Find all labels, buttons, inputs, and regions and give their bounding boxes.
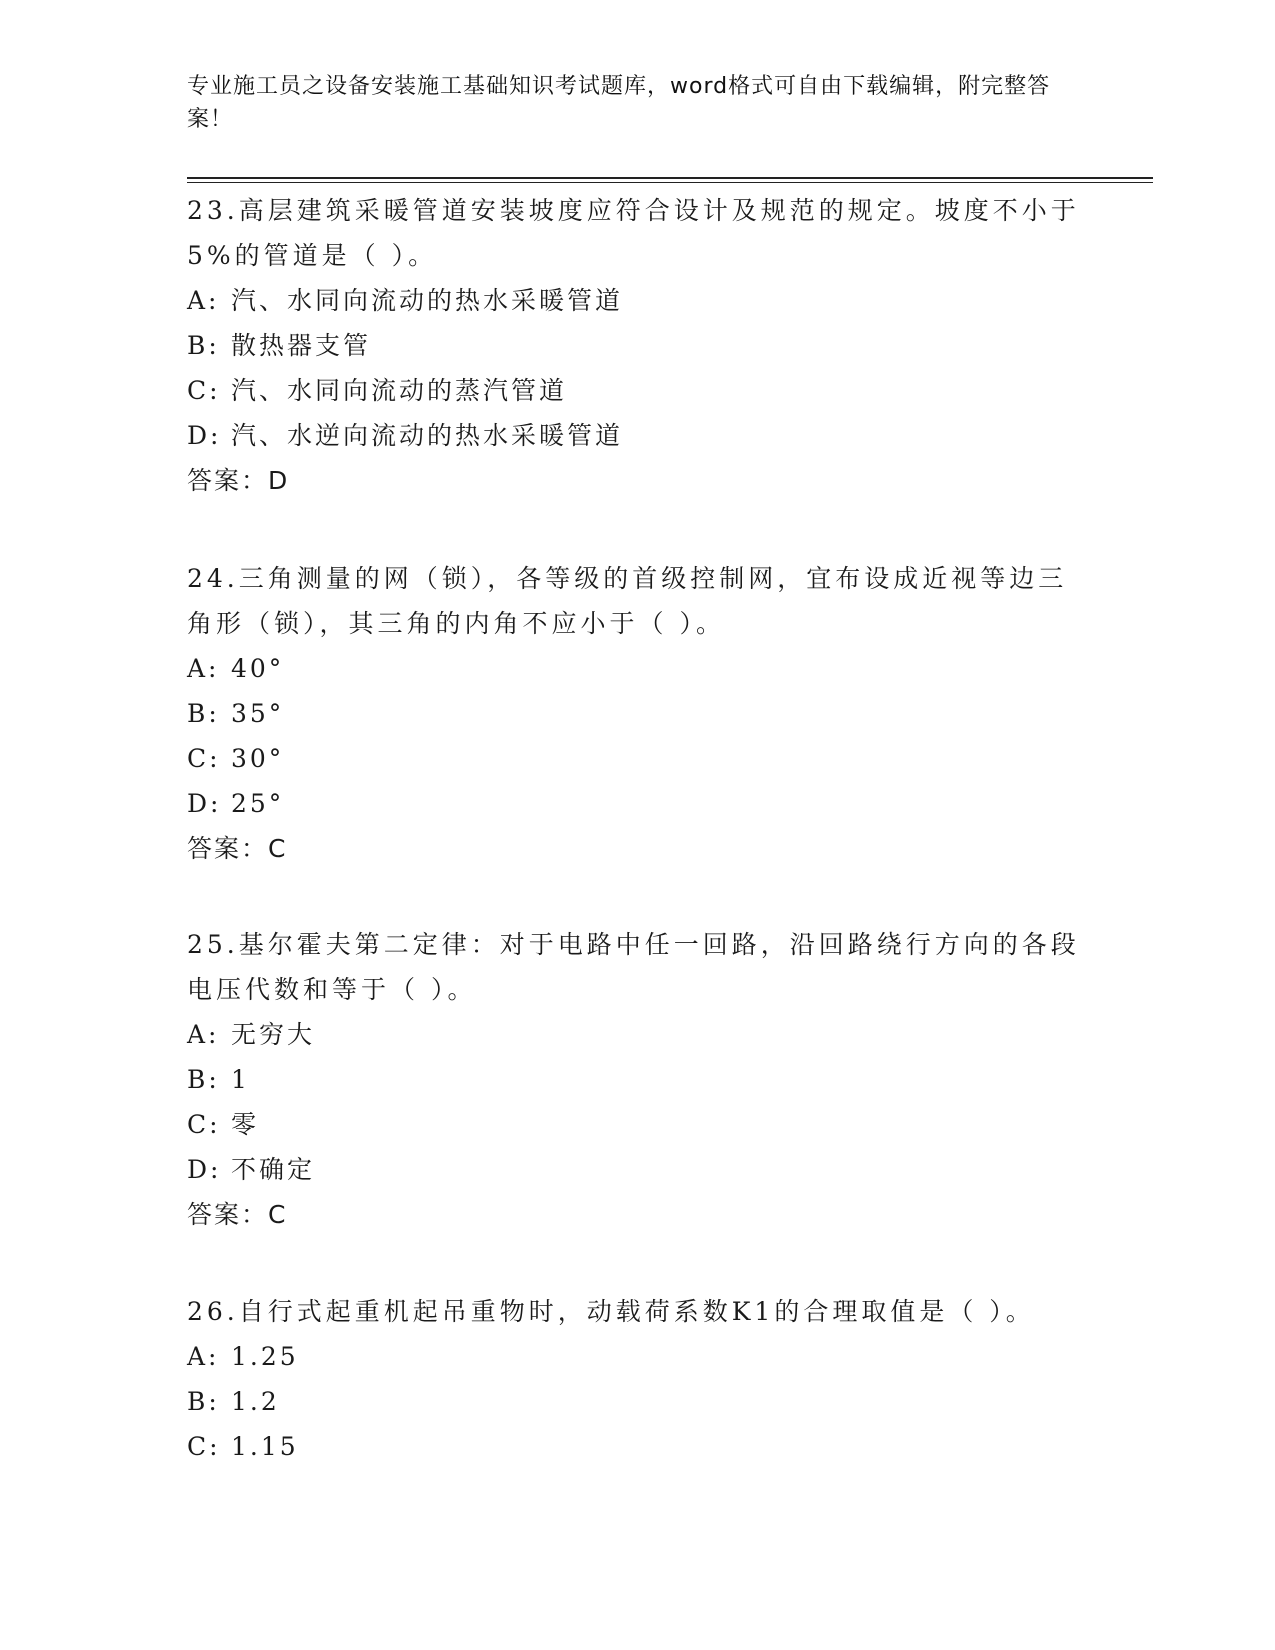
option-b (187, 323, 1087, 368)
option-text: 1.2 (231, 1387, 280, 1416)
option-b (187, 1379, 1087, 1424)
option-key: A: (187, 286, 220, 315)
question-text: 24.三角测量的网（锁），各等级的首级控制网，宜布设成近视等边三角形（锁），其三角的内角不应小于（ ）。 (187, 564, 1068, 638)
option-d (187, 413, 1087, 458)
answer-line: 答案：C (187, 1200, 288, 1229)
question-text: 26.自行式起重机起吊重物时，动载荷系数K1的合理取值是（ ）。 (187, 1297, 1035, 1326)
option-key: A: (187, 654, 220, 683)
option-b (187, 1057, 1087, 1102)
option-text: 零 (231, 1110, 260, 1139)
question-23 (187, 188, 1087, 503)
option-key: D: (187, 421, 222, 450)
option-key: C: (187, 1110, 221, 1139)
option-text: 1.25 (231, 1342, 299, 1371)
option-c (187, 1424, 1087, 1469)
option-a (187, 646, 1087, 691)
question-text: 23.高层建筑采暖管道安装坡度应符合设计及规范的规定。坡度不小于5%的管道是（ ）。 (187, 196, 1080, 270)
option-key: B: (187, 331, 220, 360)
option-key: B: (187, 1387, 220, 1416)
option-d (187, 781, 1087, 826)
option-key: D: (187, 789, 222, 818)
option-text: 30° (231, 744, 285, 773)
option-text: 1.15 (231, 1432, 299, 1461)
option-c (187, 1102, 1087, 1147)
option-key: D: (187, 1155, 222, 1184)
option-key: A: (187, 1342, 220, 1371)
question-25 (187, 922, 1087, 1237)
question-26 (187, 1289, 1087, 1469)
option-text: 汽、水同向流动的热水采暖管道 (231, 286, 624, 315)
document-header: 专业施工员之设备安装施工基础知识考试题库，word格式可自由下载编辑，附完整答案！ (187, 74, 1051, 132)
option-text: 汽、水逆向流动的热水采暖管道 (231, 421, 624, 450)
option-text: 25° (231, 789, 285, 818)
option-a (187, 1334, 1087, 1379)
question-text: 25.基尔霍夫第二定律：对于电路中任一回路，沿回路绕行方向的各段电压代数和等于（ ）。 (187, 930, 1080, 1004)
option-text: 40° (231, 654, 285, 683)
option-text: 汽、水同向流动的蒸汽管道 (231, 376, 568, 405)
option-text: 散热器支管 (231, 331, 372, 360)
option-text: 1 (231, 1065, 250, 1094)
option-text: 无穷大 (231, 1020, 316, 1049)
option-key: C: (187, 376, 221, 405)
option-a (187, 278, 1087, 323)
question-24 (187, 556, 1087, 871)
answer-line: 答案：D (187, 466, 290, 495)
header-divider-thin (187, 182, 1153, 183)
option-b (187, 691, 1087, 736)
option-c (187, 368, 1087, 413)
option-key: B: (187, 699, 220, 728)
option-key: C: (187, 1432, 221, 1461)
option-a (187, 1012, 1087, 1057)
option-d (187, 1147, 1087, 1192)
option-key: B: (187, 1065, 220, 1094)
option-text: 不确定 (231, 1155, 316, 1184)
option-key: C: (187, 744, 221, 773)
option-key: A: (187, 1020, 220, 1049)
header-divider-thick (187, 177, 1153, 179)
option-c (187, 736, 1087, 781)
answer-line: 答案：C (187, 834, 288, 863)
option-text: 35° (231, 699, 285, 728)
